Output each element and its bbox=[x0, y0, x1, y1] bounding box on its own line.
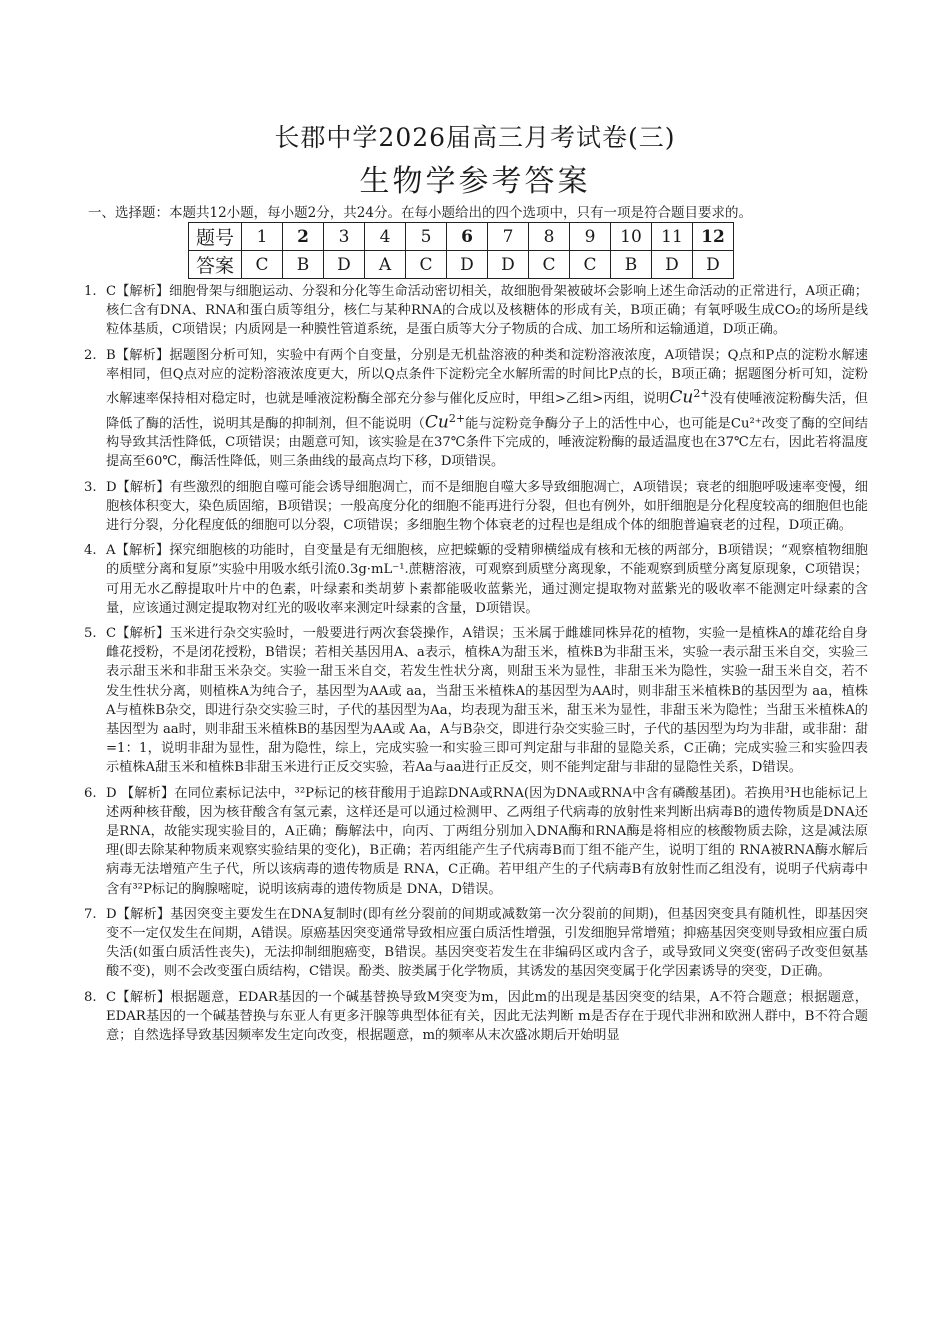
item-number: 3. bbox=[84, 479, 97, 495]
item-number: 8. bbox=[84, 989, 97, 1005]
question-number: 8 bbox=[529, 223, 570, 251]
question-number: 4 bbox=[365, 223, 406, 251]
cu-formula: Cu bbox=[669, 387, 694, 408]
answer-key-title: 生物学参考答案 bbox=[359, 164, 591, 199]
explanation-item bbox=[84, 988, 868, 1046]
question-number: 7 bbox=[488, 223, 529, 251]
answer-table bbox=[188, 222, 734, 279]
cu-formula: Cu bbox=[424, 412, 449, 432]
answer-cell: B bbox=[611, 251, 652, 279]
question-number: 12 bbox=[693, 223, 734, 251]
item-text: A【解析】探究细胞核的功能时，自变量是有无细胞核，应把蝾螈的受精卵横缢成有核和无核的两部分，B项错误；“观察植物细胞的质壁分离和复原”实验中用吸水纸引流0.3g·mL⁻¹.蔗糖溶液，可观察到质壁分离现象，不能观察到质壁分离复原现象，C项错误；可用无水乙醇提取叶片中的色素，叶绿素和类胡萝卜素都能吸收蓝紫光，通过测定提取物对蓝紫光的吸收率不能测定叶绿素的含量，应该通过测定提取物对红光的吸收率来测定叶绿素的含量，D项错误。 bbox=[106, 543, 868, 616]
explanation-item bbox=[84, 541, 868, 618]
row-label-number: 题号 bbox=[189, 223, 242, 251]
explanation-item bbox=[84, 282, 868, 340]
answer-cell: B bbox=[283, 251, 324, 279]
explanation-item bbox=[84, 624, 868, 778]
answer-cell: A bbox=[365, 251, 406, 279]
item-number: 1. bbox=[84, 284, 97, 299]
question-number-row bbox=[189, 223, 734, 251]
answer-cell: C bbox=[570, 251, 611, 279]
item-text-part: B【解析】据题图分析可知，实验中有两个自变量，分别是无机盐溶液的种类和淀粉溶液浓度，A项错误；Q点和P点的淀粉水解速率相同，但Q点对应的淀粉溶液浓度更大，所以Q点条件下淀粉完全水解所需的时间比P点的长，B项正确；据题图分析可知，淀粉水解速率保持相对稳定时，也就是唾液淀粉酶全部充分参与催化反应时，甲组>乙组>丙组，说明 bbox=[106, 347, 868, 407]
explanation-item bbox=[84, 346, 868, 472]
cu-charge: 2+ bbox=[448, 411, 466, 425]
item-number: 4. bbox=[84, 543, 97, 559]
question-number: 2 bbox=[283, 223, 324, 251]
question-number: 6 bbox=[447, 223, 488, 251]
explanation-list bbox=[84, 282, 868, 1051]
explanation-item bbox=[84, 478, 868, 536]
answer-cell: C bbox=[529, 251, 570, 279]
item-text: C【解析】细胞骨架与细胞运动、分裂和分化等生命活动密切相关，故细胞骨架被破坏会影响上述生命活动的正常进行，A项正确；核仁含有DNA、RNA和蛋白质等组分，核仁与某种RNA的合成以及核糖体的形成有关，B项正确；有氧呼吸生成CO₂的场所是线粒体基质，C项错误；内质网是一种膜性管道系统，是蛋白质等大分子物质的合成、加工场所和运输通道，D项正确。 bbox=[106, 284, 868, 338]
answer-cell: C bbox=[242, 251, 283, 279]
item-number: 5. bbox=[84, 626, 97, 642]
cu-charge: 2+ bbox=[693, 387, 710, 401]
answer-cell: C bbox=[406, 251, 447, 279]
item-text-part: 没有使唾液淀粉酶失活，但降低了酶的活性，说明其是酶的抑制剂，但不能说明（ bbox=[106, 391, 868, 431]
row-label-answer: 答案 bbox=[189, 251, 242, 279]
section-intro: 一、选择题：本题共12小题，每小题2分，共24分。在每小题给出的四个选项中，只有一项是符合题目要求的。 bbox=[88, 205, 752, 221]
answer-cell: D bbox=[447, 251, 488, 279]
item-text: C【解析】玉米进行杂交实验时，一般要进行两次套袋操作，A错误；玉米属于雌雄同株异花的植物，实验一是植株A的雄花给自身雌花授粉，不是闭花授粉，B错误；若相关基因用A、a表示，植株A为甜玉米，植株B为非甜玉米，实验一表示甜玉米自交，实验三表示甜玉米和非甜玉米杂交。实验一甜玉米自交，若发生性状分离，则甜玉米为显性，非甜玉米为隐性，实验一甜玉米自交，若不发生性状分离，则植株A为纯合子，基因型为AA或 aa，当甜玉米植株A的基因型为AA时，则非甜玉米植株B的基因型为 aa，植株A与植株B杂交，即进行杂交实验三时，子代的基因型为Aa，均表现为甜玉米，甜玉米为显性，非甜玉米为隐性；当甜玉米植株A的基因型为 aa时，则非甜玉米植株B的基因型为AA或 Aa，A与B杂交，即进行杂交实验三时，子代的基因型为均为非甜，或非甜：甜=1：1，说明非甜为显性，甜为隐性，综上，完成实验一和实验三即可判定甜与非甜的显隐关系，C正确；完成实验三和实验四表示植株A甜玉米和植株B非甜玉米进行正反交实验，若Aa与aa进行正反交，则不能判定甜与非甜的显隐性关系，D错误。 bbox=[106, 626, 869, 776]
question-number: 3 bbox=[324, 223, 365, 251]
item-number: 6. bbox=[84, 785, 97, 801]
exam-title: 长郡中学2026届高三月考试卷(三) bbox=[274, 123, 676, 152]
answer-row bbox=[189, 251, 734, 279]
explanation-item bbox=[84, 905, 868, 982]
item-text: C【解析】根据题意，EDAR基因的一个碱基替换导致M突变为m，因此m的出现是基因突变的结果，A不符合题意；根据题意，EDAR基因的一个碱基替换与东亚人有更多汗腺等典型体征有关，因此无法判断 m是否存在于现代非洲和欧洲人群中，B不符合题意；自然选择导致基因频率发生定向改变，根据题意，m的频率从末次盛冰期后开始明显 bbox=[106, 989, 868, 1044]
question-number: 11 bbox=[652, 223, 693, 251]
item-text: D【解析】有些激烈的细胞自噬可能会诱导细胞凋亡，而不是细胞自噬大多导致细胞凋亡，A项错误；衰老的细胞呼吸速率变慢，细胞核体积变大，染色质固缩，B项错误；一般高度分化的细胞不能再进行分裂，但也有例外，如肝细胞是分化程度较高的细胞但也能进行分裂，分化程度低的细胞可以分裂，C项错误；多细胞生物个体衰老的过程也是组成个体的细胞普遍衰老的过程，D项正确。 bbox=[106, 479, 868, 534]
answer-cell: D bbox=[693, 251, 734, 279]
item-text bbox=[106, 346, 868, 472]
item-text: D【解析】基因突变主要发生在DNA复制时(即有丝分裂前的间期或减数第一次分裂前的间期)，但基因突变具有随机性，即基因突变不一定仅发生在间期，A错误。原癌基因突变通常导致相应蛋白质活性增强，引发细胞异常增殖；抑癌基因突变则导致相应蛋白质失活(如蛋白质活性丧失)，无法抑制细胞癌变，B错误。基因突变若发生在非编码区或内含子，或导致同义突变(密码子改变但氨基酸不变)，则不会改变蛋白质结构，C错误。酚类、胺类属于化学物质，其诱发的基因突变属于化学因素诱导的突变，D正确。 bbox=[106, 906, 868, 980]
item-number: 7. bbox=[84, 906, 97, 922]
answer-cell: D bbox=[652, 251, 693, 279]
item-text: D 【解析】在同位素标记法中，³²P标记的核苷酸用于追踪DNA或RNA(因为DNA或RNA中含有磷酸基团)。若换用³H也能标记上述两种核苷酸，因为核苷酸含有氢元素，这样还是可以通过检测甲、乙两组子代病毒的放射性来判断出病毒B的遗传物质是DNA还是RNA，故能实现实验目的，A正确；酶解法中，向丙、丁两组分别加入DNA酶和RNA酶是将相应的核酸物质去除，这是减法原理(即去除某种物质来观察实验结果的变化)，B正确；若丙组能产生子代病毒B而丁组不能产生，说明丁组的 RNA被RNA酶水解后病毒无法增殖产生子代，所以该病毒的遗传物质是 RNA，C正确。若甲组产生的子代病毒B有放射性而乙组没有，说明子代病毒中含有³²P标记的胸腺嘧啶，说明该病毒的遗传物质是 DNA，D错误。 bbox=[106, 785, 868, 897]
item-text-part: 能与淀粉竞争酶分子上的活性中心，也可能是Cu²⁺改变了酶的空间结构导致其活性降低，C项错误；由题意可知，该实验是在37℃条件下完成的，唾液淀粉酶的最适温度也在37℃左右，因此若将温度提高至60℃，酶活性降低，则三条曲线的最高点均下移，D项错误。 bbox=[106, 416, 868, 470]
answer-cell: D bbox=[324, 251, 365, 279]
question-number: 5 bbox=[406, 223, 447, 251]
answer-cell: D bbox=[488, 251, 529, 279]
explanation-item bbox=[84, 784, 868, 899]
question-number: 9 bbox=[570, 223, 611, 251]
item-number: 2. bbox=[84, 347, 97, 363]
question-number: 10 bbox=[611, 223, 652, 251]
question-number: 1 bbox=[242, 223, 283, 251]
